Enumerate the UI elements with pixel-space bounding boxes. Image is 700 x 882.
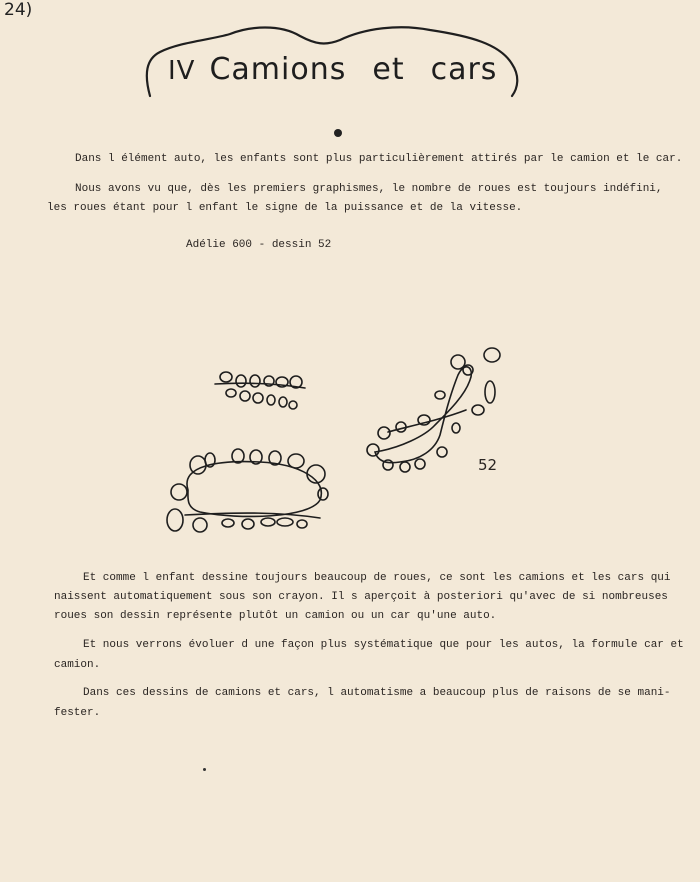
title-word-camions: Camions bbox=[209, 52, 347, 87]
paragraph-1: Dans l élément auto, les enfants sont plus particulièrement attirés par le camion et le car. bbox=[75, 153, 683, 165]
child-drawing-figure bbox=[160, 340, 520, 540]
paragraph-3-line-1: Et comme l enfant dessine toujours beaucoup de roues, ce sont les camions et les cars qui bbox=[83, 572, 671, 584]
paragraph-4-line-2: camion. bbox=[54, 659, 101, 671]
page-number: 24) bbox=[4, 0, 33, 20]
paragraph-5-line-2: fester. bbox=[54, 707, 101, 719]
paragraph-5-line-1: Dans ces dessins de camions et cars, l automatisme a beaucoup plus de raisons de se mani- bbox=[83, 687, 671, 699]
figure-number-label: 52 bbox=[478, 456, 498, 474]
page-title bbox=[168, 52, 497, 87]
title-roman-numeral: IV bbox=[168, 56, 196, 86]
paragraph-2-line-2: les roues étant pour l enfant le signe de la puissance et de la vitesse. bbox=[47, 202, 523, 214]
paragraph-3-line-2: naissent automatiquement sous son crayon. Il s aperçoit à posteriori qu'avec de si nombreuses bbox=[54, 591, 668, 603]
title-word-cars: cars bbox=[430, 52, 498, 87]
title-word-et: et bbox=[372, 52, 405, 87]
figure-caption: Adélie 600 - dessin 52 bbox=[186, 239, 332, 251]
paragraph-4-line-1: Et nous verrons évoluer d une façon plus systématique que pour les autos, la formule car et bbox=[83, 639, 684, 651]
bullet-dot bbox=[334, 129, 342, 137]
paragraph-3-line-3: roues son dessin représente plutôt un camion ou un car qu'une auto. bbox=[54, 610, 497, 622]
paragraph-2-line-1: Nous avons vu que, dès les premiers graphismes, le nombre de roues est toujours indéfini, bbox=[75, 183, 663, 195]
stray-mark bbox=[203, 768, 206, 771]
